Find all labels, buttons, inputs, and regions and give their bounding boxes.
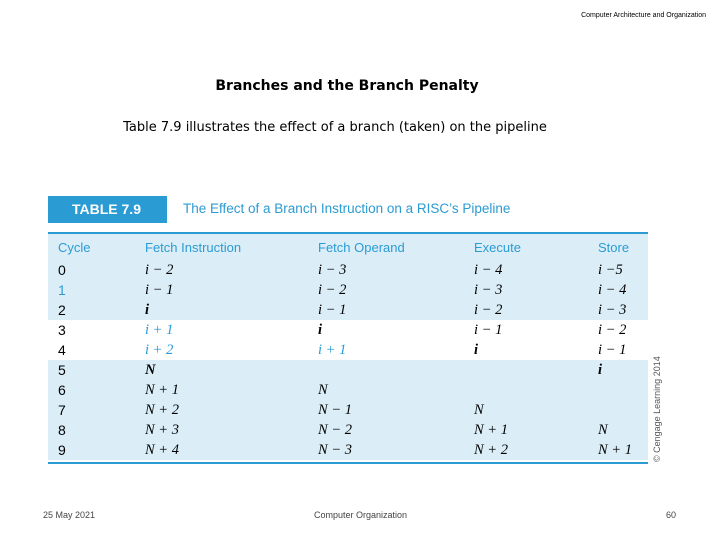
cell-fetch-instruction: i + 1 [145,321,174,338]
cell-fetch-instruction: N + 4 [145,441,179,458]
slide-subtitle: Table 7.9 illustrates the effect of a branch (taken) on the pipeline [123,120,547,135]
cell-store: i − 3 [598,301,627,318]
cell-fetch-operand: N − 3 [318,441,352,458]
pipeline-table [48,196,648,464]
cell-cycle: 1 [58,282,66,298]
cell-cycle: 9 [58,442,66,458]
table-row [48,280,648,300]
cell-execute: i [474,341,479,358]
cell-fetch-instruction: i [145,301,150,318]
course-title: Computer Architecture and Organization [581,12,706,19]
cell-fetch-instruction: N + 3 [145,421,179,438]
table-row [48,380,648,400]
cell-execute: N + 2 [474,441,508,458]
cell-fetch-operand: i − 2 [318,281,347,298]
cell-fetch-instruction: N + 2 [145,401,179,418]
cell-store: i − 1 [598,341,627,358]
cell-execute: i − 4 [474,261,503,278]
cell-fetch-operand: N [318,381,328,398]
cell-fetch-instruction: N [145,361,156,378]
col-header-execute: Execute [474,239,521,255]
table-row [48,420,648,440]
table-row [48,360,648,380]
cell-fetch-operand: i − 1 [318,301,347,318]
cell-cycle: 4 [58,342,66,358]
table-caption: The Effect of a Branch Instruction on a RISC’s Pipeline [183,201,511,216]
footer-date: 25 May 2021 [43,510,96,520]
table-row [48,340,648,360]
cell-fetch-instruction: N + 1 [145,381,179,398]
table-row [48,320,648,340]
cell-store: N [598,421,608,438]
cell-fetch-operand: N − 2 [318,421,352,438]
table-row [48,400,648,420]
table-badge: TABLE 7.9 [48,196,167,223]
cell-fetch-operand: i − 3 [318,261,347,278]
col-header-fetch-instruction: Fetch Instruction [145,239,242,255]
table-row [48,440,648,460]
cell-cycle: 3 [58,322,66,338]
table-row [48,260,648,280]
cell-fetch-instruction: i + 2 [145,341,174,358]
cell-cycle: 8 [58,422,66,438]
cell-cycle: 2 [58,302,66,318]
cell-cycle: 7 [58,402,66,418]
col-header-store: Store [598,239,630,255]
col-header-cycle: Cycle [58,239,91,255]
cell-store: i − 4 [598,281,627,298]
table-bottom-rule [48,462,648,464]
cell-store: i −5 [598,261,623,278]
cell-fetch-instruction: i − 2 [145,261,174,278]
slide-title: Branches and the Branch Penalty [215,78,479,94]
cell-cycle: 5 [58,362,66,378]
cell-fetch-instruction: i − 1 [145,281,174,298]
cell-cycle: 6 [58,382,66,398]
cell-cycle: 0 [58,262,66,278]
page-number: 60 [666,510,677,520]
cell-execute: i − 2 [474,301,503,318]
copyright-notice [648,356,662,462]
cell-store: i [598,361,603,378]
column-header-row [48,232,648,260]
cell-store: N + 1 [598,441,632,458]
cell-execute: N [474,401,484,418]
copyright-text: © Cengage Learning 2014 [652,356,662,462]
cell-execute: i − 3 [474,281,503,298]
cell-fetch-operand: i [318,321,323,338]
cell-fetch-operand: N − 1 [318,401,352,418]
table-header [48,196,648,223]
col-header-fetch-operand: Fetch Operand [318,239,405,255]
cell-store: i − 2 [598,321,627,338]
cell-fetch-operand: i + 1 [318,341,347,358]
cell-execute: i − 1 [474,321,503,338]
cell-execute: N + 1 [474,421,508,438]
table-row [48,300,648,320]
footer-course: Computer Organization [314,510,408,520]
